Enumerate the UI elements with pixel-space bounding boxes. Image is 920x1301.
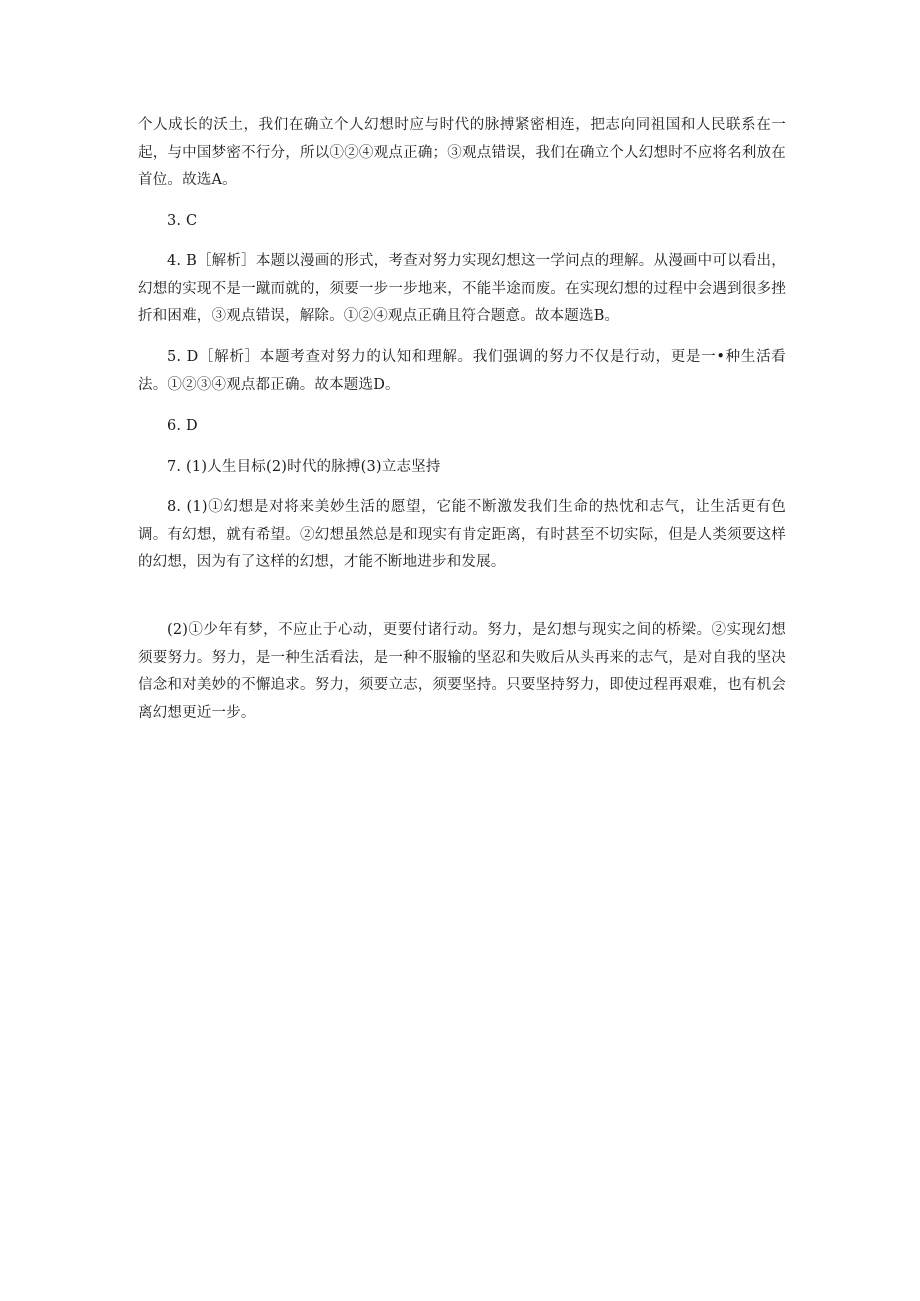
answer-2-continuation: 个人成长的沃土，我们在确立个人幻想时应与时代的脉搏紧密相连，把志向同祖国和人民联系在一起，与中国梦密不行分，所以①②④观点正确；③观点错误，我们在确立个人幻想时不应将名利放在首位。故选A。 [138, 117, 786, 188]
answer-4: 4. B［解析］本题以漫画的形式，考查对努力实现幻想这一学问点的理解。从漫画中可以看出，幻想的实现不是一蹴而就的，须要一步一步地来，不能半途而废。在实现幻想的过程中会遇到很多挫折和困难，③观点错误，解除。①②④观点正确且符合题意。故本题选B。 [138, 253, 786, 324]
answer-8-part-1: 8. (1)①幻想是对将来美妙生活的愿望，它能不断激发我们生命的热忱和志气，让生活更有色调。有幻想，就有希望。②幻想虽然总是和现实有肯定距离，有时甚至不切实际，但是人类须要这样的幻想，因为有了这样的幻想，才能不断地进步和发展。 [138, 499, 786, 570]
answer-6: 6. D [167, 418, 198, 434]
answer-5: 5. D［解析］本题考查对努力的认知和理解。我们强调的努力不仅是行动，更是一•种生活看法。①②③④观点都正确。故本题选D。 [138, 349, 786, 393]
answer-8-part-2: (2)①少年有梦，不应止于心动，更要付诸行动。努力，是幻想与现实之间的桥梁。②实现幻想须要努力。努力，是一种生活看法，是一种不服输的坚忍和失败后从头再来的志气，是对自我的坚决信念和对美妙的不懈追求。努力，须要立志，须要坚持。只要坚持努力，即使过程再艰难，也有机会离幻想更近一步。 [138, 622, 786, 721]
answer-3: 3. C [167, 213, 198, 229]
answer-7: 7. (1)人生目标(2)时代的脉搏(3)立志坚持 [167, 459, 441, 475]
